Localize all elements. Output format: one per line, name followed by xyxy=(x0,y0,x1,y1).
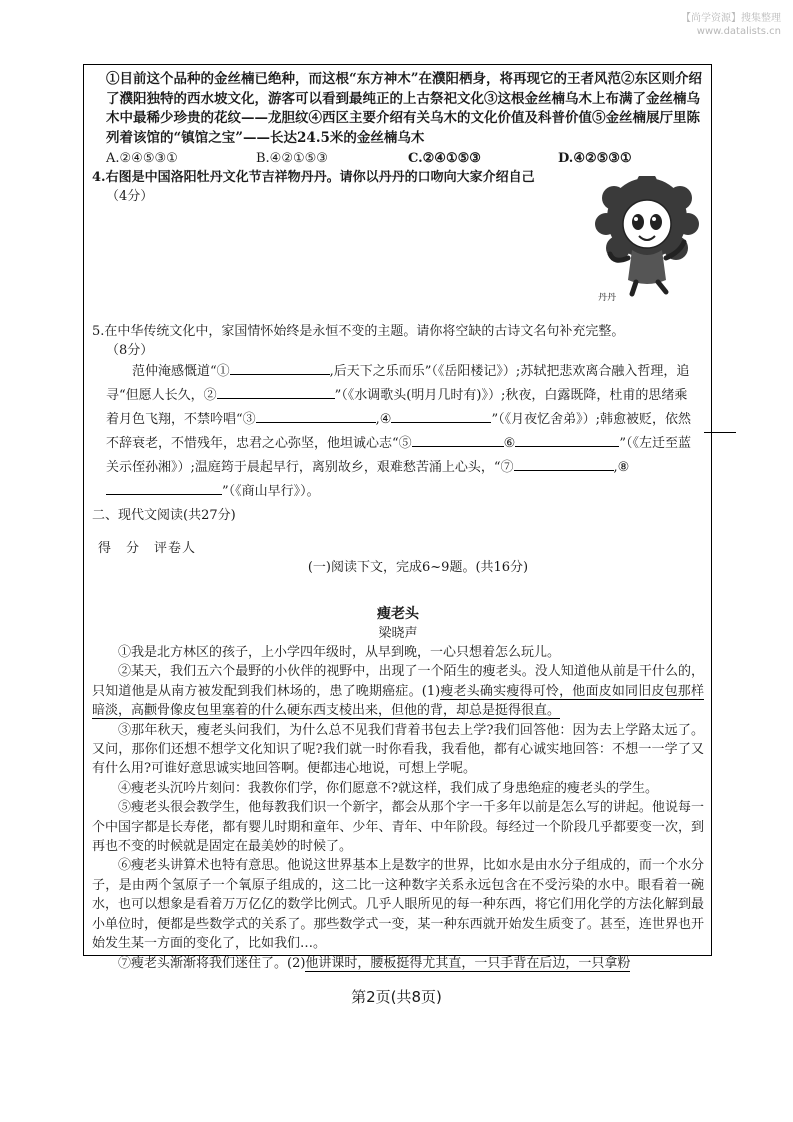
article-paragraph-4: ④瘦老头沉吟片刻问：我教你们学，你们愿意不?就这样，我们成了身患绝症的瘦老头的学生。 xyxy=(118,780,658,796)
question-4-text: 4.右图是中国洛阳牡丹文化节吉祥物丹丹。请你以丹丹的口吻向大家介绍自己 xyxy=(92,170,535,185)
poem-text-8: ,⑧ xyxy=(613,460,630,475)
option-a[interactable]: A.②④⑤③① xyxy=(106,151,178,166)
question-5-passage xyxy=(92,360,704,504)
question-5-text: 5.在中华传统文化中，家国情怀始终是永恒不变的主题。请你将空缺的古诗文名句补充完整。 xyxy=(92,324,625,339)
option-d[interactable]: D.④②⑤③① xyxy=(558,151,632,166)
article-title: 瘦老头 xyxy=(377,606,419,622)
poem-text-7: ”（《左迁至蓝关示侄孙湘》）;温庭筠于晨起早行，离别故乡，艰难愁苦涌上心头，“⑦ xyxy=(106,436,691,475)
question-5-score: （8分） xyxy=(106,343,154,358)
blank-4[interactable] xyxy=(391,408,491,423)
poem-text-2: ,后天下之乐而乐”（《岳阳楼记》）;苏轼把悲欢离合融入哲理，追寻“但愿人长久，② xyxy=(106,364,690,403)
blank-8[interactable] xyxy=(106,480,222,495)
poem-text-1: 范仲淹感慨道“① xyxy=(132,364,230,379)
question-4 xyxy=(92,168,704,318)
article-paragraph-5: ⑤瘦老头很会教学生，他每教我们识一个新字，都会从那个字一千多年以前是怎么写的讲起。他说每一个中国字都是长寿佬，都有婴儿时期和童年、少年、青年、中年阶段。每经过一个阶段几乎都要变一次，到再也不变的时候就是固定在最美妙的时候了。 xyxy=(92,800,704,855)
option-b[interactable]: B.④②①⑤③ xyxy=(256,151,328,166)
reading-intro: (一)阅读下文，完成6~9题。(共16分) xyxy=(307,560,529,575)
watermark xyxy=(681,12,781,38)
mascot-caption: 丹丹 xyxy=(598,293,617,302)
question-3-options xyxy=(92,149,704,168)
blank-7[interactable] xyxy=(514,456,614,471)
article-paragraph-1: ①我是北方林区的孩子，上小学四年级时，从早到晚，一心只想着怎么玩儿。 xyxy=(118,645,561,660)
article-paragraph-7 xyxy=(92,954,704,973)
margin-line xyxy=(704,432,736,433)
underlined-sentence-2: 他讲课时，腰板挺得尤其直，一只手背在后边，一只拿粉 xyxy=(305,955,631,971)
mascot-image xyxy=(592,176,702,302)
poem-text-5: ”（《月夜忆舍弟》）;韩愈被贬，依然不辞衰老，不惜残年，忠君之心弥坚，他坦诚心志“⑤ xyxy=(106,412,691,451)
poem-text-4: ,④ xyxy=(375,412,392,427)
watermark-line-1: 【尚学资源】搜集整理 xyxy=(681,13,781,24)
page-content xyxy=(92,70,704,973)
page-number: 第2页(共8页) xyxy=(351,988,442,1006)
poem-text-3: ”（《水调歌头(明月几时有)》）;秋夜，白露既降，杜甫的思绪乘着月色飞翔，不禁吟唱“③ xyxy=(106,388,688,427)
option-c[interactable]: C.②④①⑤③ xyxy=(408,151,481,166)
question-5 xyxy=(92,322,704,504)
blank-5[interactable] xyxy=(412,432,434,447)
article-paragraph-6: ⑥瘦老头讲算术也特有意思。他说这世界基本上是数字的世界，比如水是由水分子组成的，而一个水分子，是由两个氢原子一个氧原子组成的，这二比一这种数字关系永远包含在不受污染的水中。眼看着一碗水，也可以想象是看着万万亿亿的数学比例式。几乎人眼所见的每一种东西，将它们用化学的方法化解到最小单位时，便都是些数学式的关系了。那些数学式一变，某一种东西就开始发生质变了。甚至，连世界也开始发生某一方面的变化了，比如我们…。 xyxy=(92,858,704,952)
blank-6[interactable] xyxy=(515,432,619,447)
blank-1[interactable] xyxy=(230,360,330,375)
section-2-heading: 二、现代文阅读(共27分) xyxy=(92,508,236,523)
blank-3[interactable] xyxy=(256,408,376,423)
blank-2[interactable] xyxy=(217,384,335,399)
paragraph-2-text: ②某天，我们五六个最野的小伙伴的视野中，出现了一个陌生的瘦老头。没人知道他从前是干什么的，只知道他是从南方被发配到我们林场的，患了晚期癌症。(1) xyxy=(92,664,704,699)
article-author: 梁晓声 xyxy=(378,626,418,641)
watermark-line-2: www.datalists.cn xyxy=(696,26,781,37)
poem-text-9: ”（《商山早行》）。 xyxy=(222,484,320,499)
blank-5-continued[interactable] xyxy=(434,432,504,447)
article-paragraph-3: ③那年秋天，瘦老头问我们，为什么总不见我们背着书包去上学?我们回答他：因为去上学路太远了。又问，那你们还想不想学文化知识了呢?我们就一时你看我，我看他，都有心诚实地回答：不想一一学了又有什么用?可谁好意思诚实地回答啊。便都违心地说，可想上学呢。 xyxy=(92,722,704,777)
poem-text-6: ⑥ xyxy=(503,436,516,451)
paragraph-7-text: ⑦瘦老头渐渐将我们迷住了。(2) xyxy=(118,955,306,971)
question-3-text: ①目前这个品种的金丝楠已绝种，而这根“东方神木”在濮阳栖身，将再现它的王者风范②东区则介绍了濮阳独特的西水坡文化，游客可以看到最纯正的上古祭祀文化③这根金丝楠乌木上布满了金丝楠乌木中最稀少珍贵的花纹——龙胆纹④西区主要介绍有关乌木的文化价值及科普价值⑤金丝楠展厅里陈列着该馆的“镇馆之宝”——长达24.5米的金丝楠乌木 xyxy=(106,71,703,146)
article-paragraph-2 xyxy=(92,662,704,720)
question-4-score: （4分） xyxy=(106,189,154,204)
underlined-sentence-1: 瘦老头确实瘦得可怜，他面皮如同旧皮包那样暗淡，高颧骨像皮包里塞着的什么硬东西支棱出来，但他的背，却总是挺得很直。 xyxy=(92,683,704,719)
score-row: 得 分 评卷人 xyxy=(98,541,197,556)
